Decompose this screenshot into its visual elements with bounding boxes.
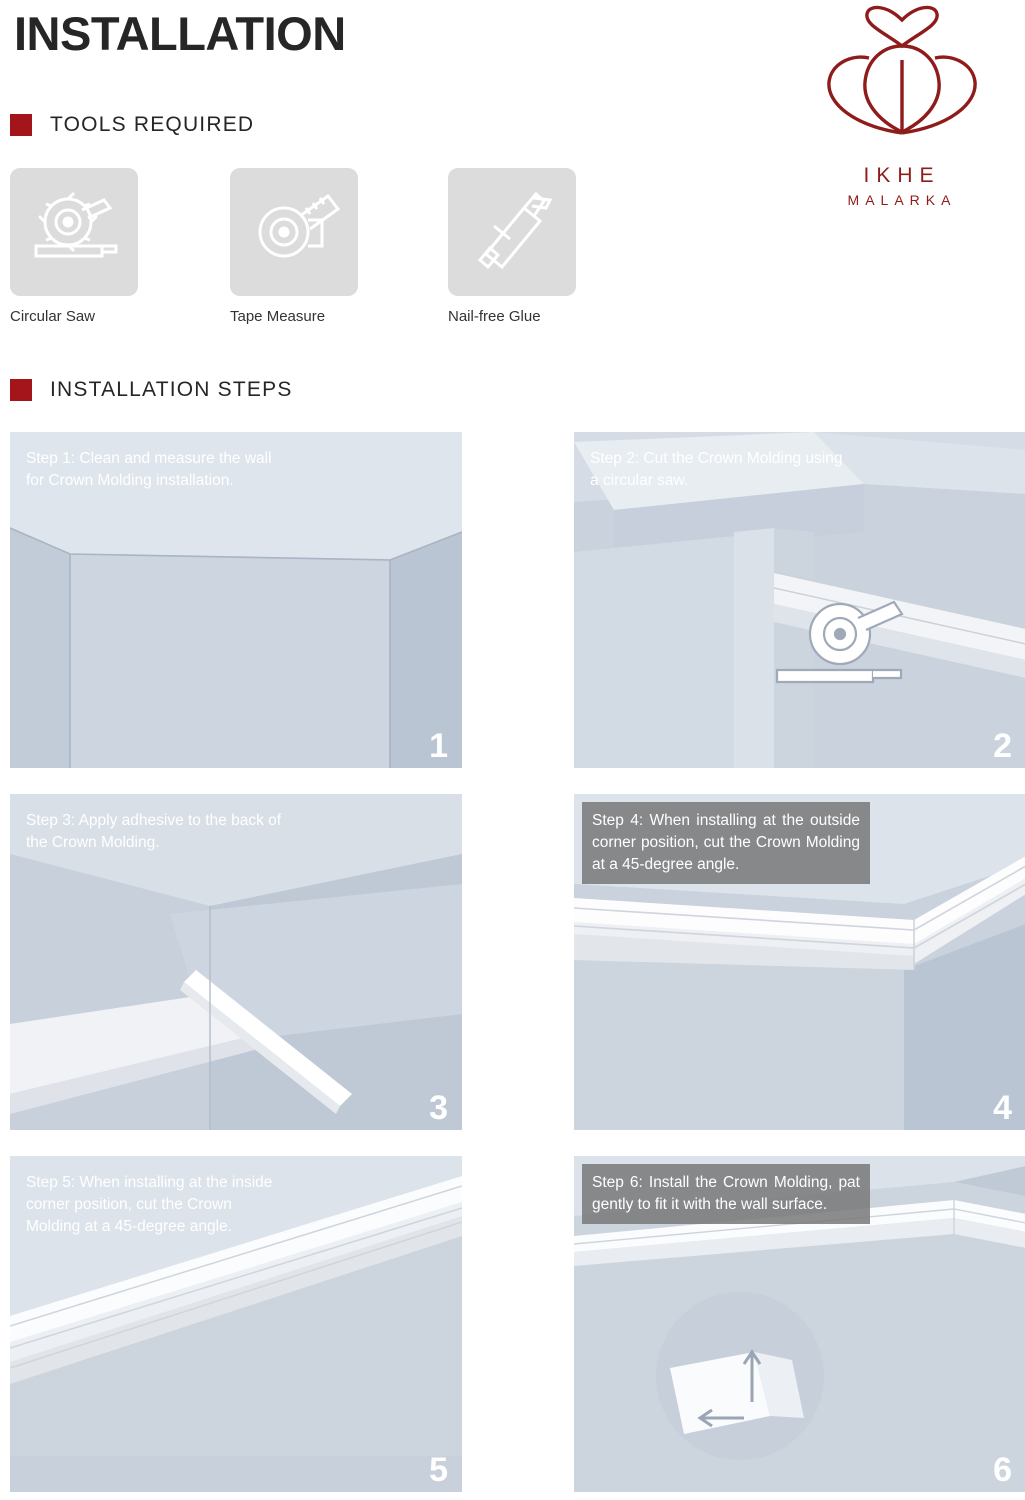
step-number: 2 — [993, 727, 1012, 765]
tool-item — [230, 168, 358, 325]
tool-icon-tile — [230, 168, 358, 296]
brand-name: IKHE — [863, 164, 941, 187]
steps-heading-label: INSTALLATION STEPS — [50, 378, 293, 401]
step-card — [574, 1156, 1025, 1492]
step-card — [574, 794, 1025, 1130]
caulking-gun-icon — [460, 180, 564, 284]
brand-logo — [797, 0, 1007, 230]
step-number: 6 — [993, 1451, 1012, 1489]
tool-label: Circular Saw — [10, 308, 96, 325]
tool-label: Nail-free Glue — [448, 308, 541, 325]
step-description: Step 6: Install the Crown Molding, pat gently to fit it with the wall surface. — [582, 1164, 870, 1224]
tool-label: Tape Measure — [230, 308, 326, 325]
step-number: 3 — [429, 1089, 448, 1127]
step-number: 4 — [993, 1089, 1012, 1127]
page-title: INSTALLATION — [14, 7, 346, 60]
tool-icon-tile — [448, 168, 576, 296]
red-square-bullet-icon — [10, 379, 32, 401]
red-square-bullet-icon — [10, 114, 32, 136]
step-description: Step 2: Cut the Crown Molding using a circular saw. — [590, 450, 843, 489]
step-card — [10, 432, 462, 768]
step-description: Step 5: When installing at the inside corner position, cut the Crown Molding at a 45-degree angle. — [26, 1174, 273, 1235]
step-card — [10, 1156, 462, 1492]
tools-section-heading — [10, 113, 254, 137]
step-card — [574, 432, 1025, 768]
steps-section-heading — [10, 378, 293, 402]
step-number: 1 — [429, 727, 448, 765]
tape-measure-icon — [242, 180, 346, 284]
step-description: Step 4: When installing at the outside corner position, cut the Crown Molding at a 45-degree angle. — [582, 802, 870, 884]
step-description: Step 1: Clean and measure the wall for Crown Molding installation. — [26, 450, 272, 489]
tool-item — [10, 168, 138, 325]
lotus-flower-icon — [807, 0, 997, 160]
step-card — [10, 794, 462, 1130]
tools-list — [10, 168, 710, 338]
circular-saw-icon — [22, 180, 126, 284]
tool-item — [448, 168, 576, 325]
step-number: 5 — [429, 1451, 448, 1489]
step-description: Step 3: Apply adhesive to the back of the Crown Molding. — [26, 812, 282, 851]
brand-subtitle: MALARKA — [847, 192, 957, 208]
tool-icon-tile — [10, 168, 138, 296]
tools-heading-label: TOOLS REQUIRED — [50, 113, 255, 136]
